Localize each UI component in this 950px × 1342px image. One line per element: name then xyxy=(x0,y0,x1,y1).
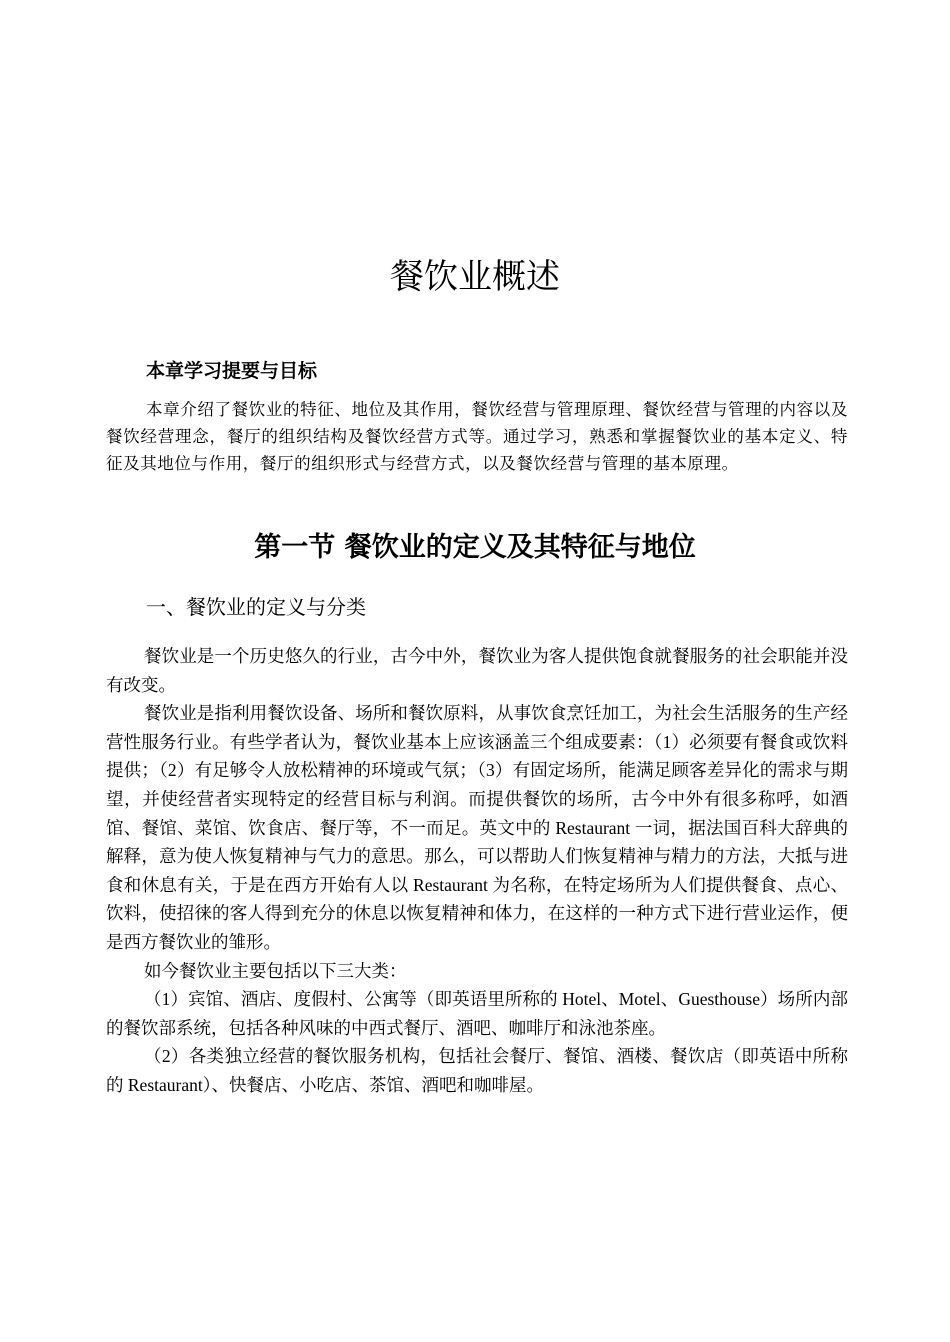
body-paragraph: 餐饮业是一个历史悠久的行业，古今中外，餐饮业为客人提供饱食就餐服务的社会职能并没有改变。 xyxy=(106,646,848,695)
chapter-title: 餐饮业概述 xyxy=(390,257,560,297)
body-paragraph: 餐饮业是指利用餐饮设备、场所和餐饮原料，从事饮食烹饪加工，为社会生活服务的生产经营性服务行业。有些学者认为，餐饮业基本上应该涵盖三个组成要素：（1）必须要有餐食或饮料提供；（2）有足够令人放松精神的环境或气氛；（3）有固定场所，能满足顾客差异化的需求与期望，并使经营者实现特定的经营目标与利润。而提供餐饮的场所，古今中外有很多称呼，如酒馆、餐馆、菜馆、饮食店、餐厅等，不一而足。英文中的 Restaurant 一词，据法国百科大辞典的解释，意为使人恢复精神与气力的意思。那么，可以帮助人们恢复精神与精力的方法，大抵与进食和休息有关，于是在西方开始有人以 Restaurant 为名称，在特定场所为人们提供餐食、点心、饮料，使招徕的客人得到充分的休息以恢复精神和体力，在这样的一种方式下进行营业运作，便是西方餐饮业的雏形。 xyxy=(106,703,848,952)
section-body xyxy=(106,642,848,1100)
objectives-heading: 本章学习提要与目标 xyxy=(146,360,318,382)
body-paragraph: （2）各类独立经营的餐饮服务机构，包括社会餐厅、餐馆、酒楼、餐饮店（即英语中所称的 Restaurant）、快餐店、小吃店、茶馆、酒吧和咖啡屋。 xyxy=(106,1046,848,1095)
objectives-paragraph: 本章介绍了餐饮业的特征、地位及其作用，餐饮经营与管理原理、餐饮经营与管理的内容以及餐饮经营理念，餐厅的组织结构及餐饮经营方式等。通过学习，熟悉和掌握餐饮业的基本定义、特征及其地位与作用，餐厅的组织形式与经营方式，以及餐饮经营与管理的基本原理。 xyxy=(106,400,848,473)
section-title: 第一节 餐饮业的定义及其特征与地位 xyxy=(254,532,696,563)
subsection-heading: 一、餐饮业的定义与分类 xyxy=(146,595,366,619)
body-paragraph: 如今餐饮业主要包括以下三大类： xyxy=(144,960,407,981)
body-paragraph: （1）宾馆、酒店、度假村、公寓等（即英语里所称的 Hotel、Motel、Guesthouse）场所内部的餐饮部系统，包括各种风味的中西式餐厅、酒吧、咖啡厅和泳池茶座。 xyxy=(106,989,848,1038)
